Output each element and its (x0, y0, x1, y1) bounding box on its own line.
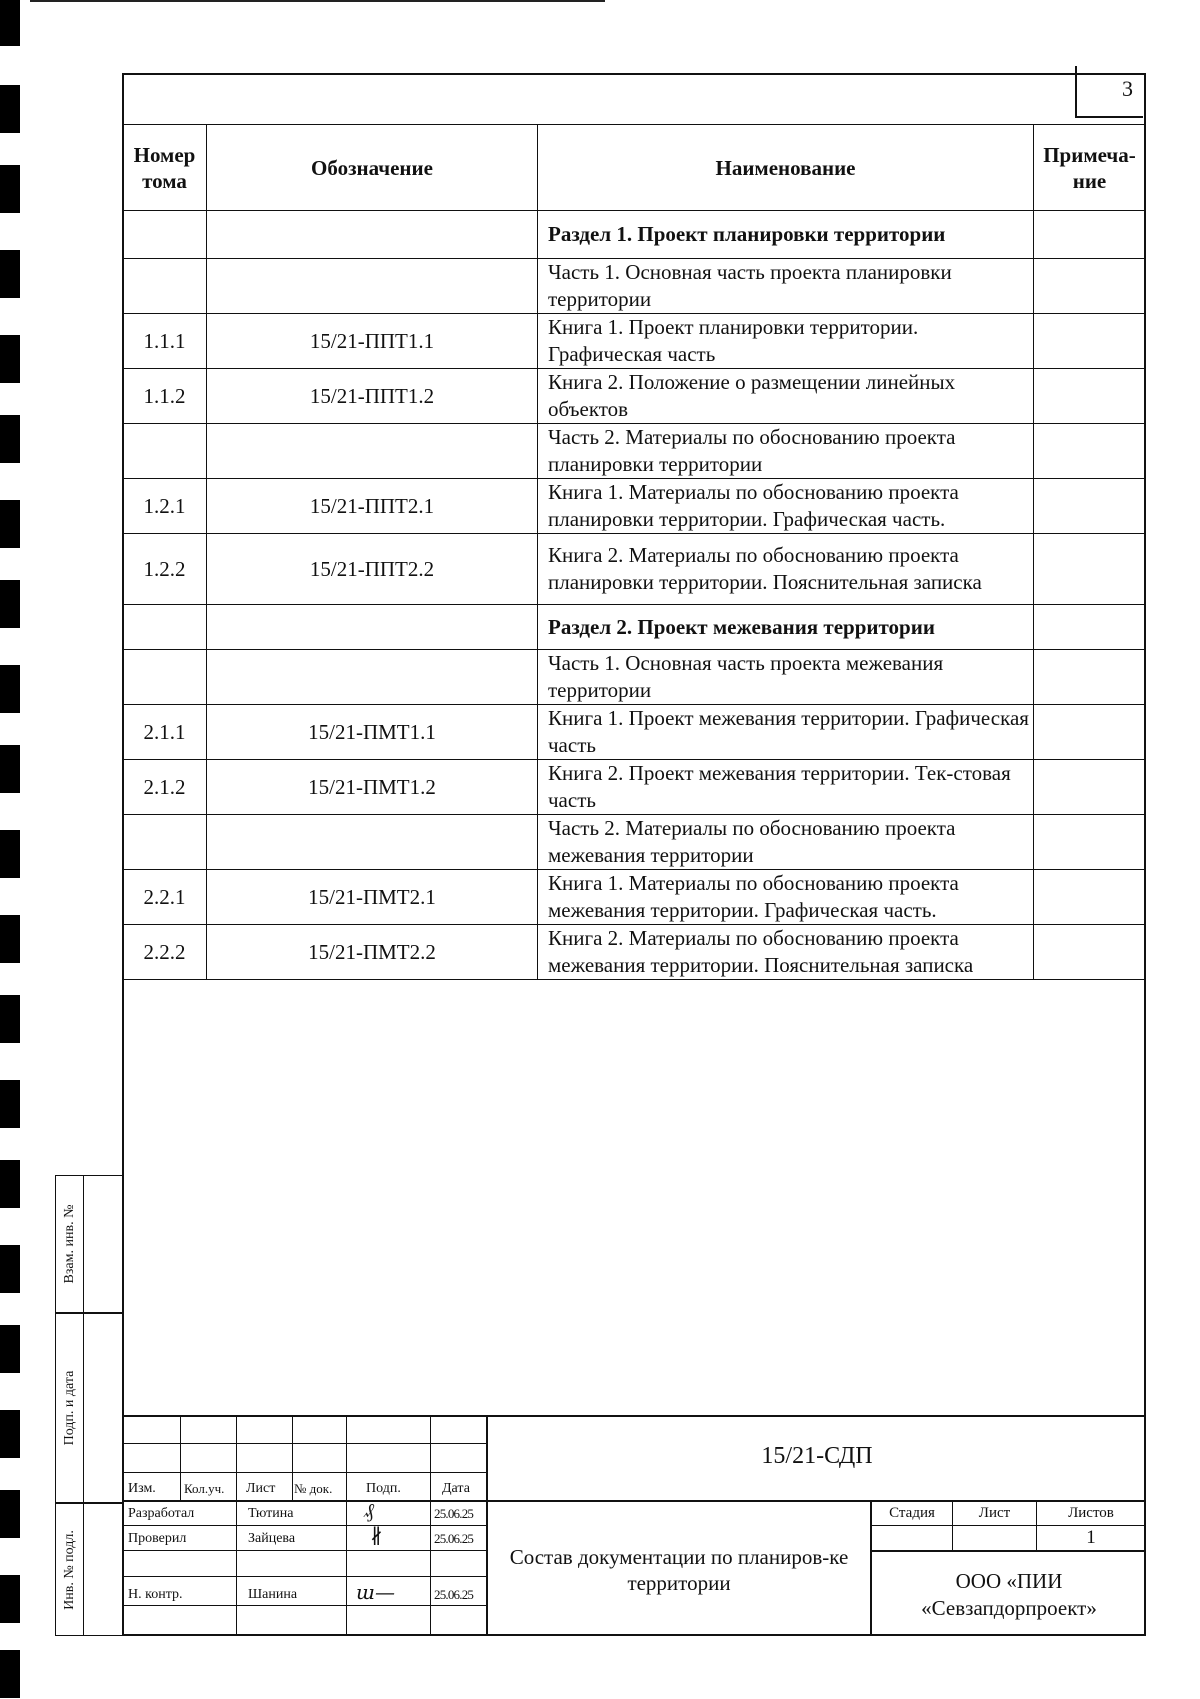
name-cell: Книга 1. Материалы по обоснованию проекта межевания территории. Графическая часть. (538, 870, 1034, 925)
name-norm-control: Шанина (248, 1587, 298, 1602)
table-row (123, 705, 1146, 760)
scan-mark (0, 665, 20, 713)
side-stamp-sign-date (55, 1313, 122, 1503)
designation-cell: 15/21-ПМТ1.1 (207, 705, 538, 760)
date-developed: 25.06.25 (434, 1506, 474, 1521)
name-checked: Зайцева (248, 1531, 296, 1546)
col-label-sign: Подп. (366, 1481, 401, 1496)
name-cell: Книга 2. Материалы по обоснованию проекта межевания территории. Пояснительная записка (538, 925, 1034, 980)
organization-line1: ООО «ПИИ (955, 1569, 1063, 1593)
header-volume: Номер тома (123, 125, 207, 211)
note-cell (1034, 870, 1146, 925)
scan-mark (0, 1325, 20, 1373)
side-stamp-orig-inv (55, 1503, 122, 1636)
volume-cell (123, 815, 207, 870)
scan-mark (0, 1575, 20, 1623)
table-row (123, 815, 1146, 870)
signature-norm-control: ɯ— (356, 1580, 395, 1604)
note-cell (1034, 534, 1146, 605)
table-row (123, 870, 1146, 925)
volume-cell (123, 259, 207, 314)
scan-mark (0, 165, 20, 213)
name-cell: Раздел 2. Проект межевания территории (538, 605, 1034, 650)
volume-cell (123, 650, 207, 705)
col-label-izm: Изм. (128, 1481, 156, 1496)
table-row (123, 605, 1146, 650)
name-cell: Часть 2. Материалы по обоснованию проекта межевания территории (538, 815, 1034, 870)
table-row (123, 534, 1146, 605)
scan-mark (0, 995, 20, 1043)
designation-cell: 15/21-ППТ1.1 (207, 314, 538, 369)
volume-cell: 1.2.2 (123, 534, 207, 605)
col-label-list: Лист (246, 1481, 276, 1496)
name-cell: Книга 2. Проект межевания территории. Тек-стовая часть (538, 760, 1034, 815)
scan-mark (0, 1490, 20, 1538)
designation-cell (207, 605, 538, 650)
scan-mark (0, 415, 20, 463)
documentation-table (122, 124, 1146, 980)
name-cell: Часть 1. Основная часть проекта планировки территории (538, 259, 1034, 314)
scan-mark (0, 85, 20, 133)
scan-mark (0, 250, 20, 298)
note-cell (1034, 211, 1146, 259)
name-cell: Раздел 1. Проект планировки территории (538, 211, 1034, 259)
date-norm-control: 25.06.25 (434, 1587, 474, 1602)
scan-mark (0, 1245, 20, 1293)
role-norm-control: Н. контр. (128, 1587, 183, 1602)
side-stamp-replaced-inv (55, 1175, 122, 1313)
designation-cell: 15/21-ПМТ2.2 (207, 925, 538, 980)
designation-cell (207, 815, 538, 870)
table-row (123, 760, 1146, 815)
note-cell (1034, 815, 1146, 870)
name-developed: Тютина (248, 1506, 294, 1521)
scan-mark (0, 1650, 20, 1698)
table-row (123, 650, 1146, 705)
scan-mark (0, 0, 20, 46)
name-cell: Часть 2. Материалы по обоснованию проекта планировки территории (538, 424, 1034, 479)
note-cell (1034, 479, 1146, 534)
volume-cell: 2.1.1 (123, 705, 207, 760)
col-label-doc: № док. (294, 1481, 333, 1496)
table-row (123, 259, 1146, 314)
volume-cell: 1.2.1 (123, 479, 207, 534)
organization-line2: «Севзапдорпроект» (921, 1596, 1097, 1620)
designation-cell (207, 650, 538, 705)
note-cell (1034, 925, 1146, 980)
volume-cell: 2.2.2 (123, 925, 207, 980)
sheet-number: 3 (1075, 66, 1143, 118)
role-developed: Разработал (128, 1506, 195, 1521)
scan-mark (0, 580, 20, 628)
date-checked: 25.06.25 (434, 1531, 474, 1546)
note-cell (1034, 760, 1146, 815)
note-cell (1034, 424, 1146, 479)
top-edge-line (30, 0, 605, 2)
name-cell: Книга 1. Проект планировки территории. Графическая часть (538, 314, 1034, 369)
name-cell: Книга 2. Материалы по обоснованию проекта планировки территории. Пояснительная записка (538, 534, 1034, 605)
header-designation: Обозначение (207, 125, 538, 211)
scan-mark (0, 830, 20, 878)
scan-mark (0, 335, 20, 383)
scan-mark (0, 745, 20, 793)
table-body (123, 211, 1146, 980)
col-label-date: Дата (442, 1481, 470, 1496)
header-note: Примеча-ние (1034, 125, 1146, 211)
scan-mark (0, 1160, 20, 1208)
volume-cell: 1.1.1 (123, 314, 207, 369)
designation-cell (207, 259, 538, 314)
name-cell: Книга 2. Положение о размещении линейных объектов (538, 369, 1034, 424)
table-row (123, 925, 1146, 980)
volume-cell (123, 211, 207, 259)
designation-cell (207, 211, 538, 259)
name-cell: Книга 1. Материалы по обоснованию проекта планировки территории. Графическая часть. (538, 479, 1034, 534)
table-row (123, 211, 1146, 259)
header-name: Наименование (538, 125, 1034, 211)
scan-mark (0, 915, 20, 963)
note-cell (1034, 650, 1146, 705)
note-cell (1034, 605, 1146, 650)
col-label-kol: Кол.уч. (184, 1481, 225, 1496)
signature-checked: ∦ (370, 1524, 383, 1548)
designation-cell: 15/21-ППТ2.1 (207, 479, 538, 534)
side-label: Инв. № подл. (61, 1529, 77, 1610)
note-cell (1034, 259, 1146, 314)
signature-developed: ₰ (364, 1498, 374, 1522)
role-checked: Проверил (128, 1531, 187, 1546)
designation-cell: 15/21-ППТ1.2 (207, 369, 538, 424)
scan-mark (0, 500, 20, 548)
sheets-total: 1 (1086, 1527, 1096, 1548)
volume-cell: 2.1.2 (123, 760, 207, 815)
scan-mark (0, 1410, 20, 1458)
volume-cell (123, 424, 207, 479)
scan-mark (0, 1080, 20, 1128)
volume-cell (123, 605, 207, 650)
volume-cell: 1.1.2 (123, 369, 207, 424)
document-title: Состав документации по планиров-ке территории (509, 1545, 849, 1595)
stage-label: Стадия (889, 1505, 935, 1521)
note-cell (1034, 314, 1146, 369)
designation-cell: 15/21-ПМТ1.2 (207, 760, 538, 815)
document-code: 15/21-СДП (761, 1443, 873, 1469)
name-cell: Часть 1. Основная часть проекта межевания территории (538, 650, 1034, 705)
designation-cell: 15/21-ППТ2.2 (207, 534, 538, 605)
table-row (123, 479, 1146, 534)
note-cell (1034, 369, 1146, 424)
table-row (123, 424, 1146, 479)
table-row (123, 314, 1146, 369)
designation-cell (207, 424, 538, 479)
side-label: Подп. и дата (61, 1370, 77, 1446)
sheet-label: Лист (978, 1505, 1011, 1521)
sheets-label: Листов (1068, 1505, 1114, 1521)
table-row (123, 369, 1146, 424)
note-cell (1034, 705, 1146, 760)
designation-cell: 15/21-ПМТ2.1 (207, 870, 538, 925)
volume-cell: 2.2.1 (123, 870, 207, 925)
name-cell: Книга 1. Проект межевания территории. Графическая часть (538, 705, 1034, 760)
side-label: Взам. инв. № (61, 1204, 77, 1284)
